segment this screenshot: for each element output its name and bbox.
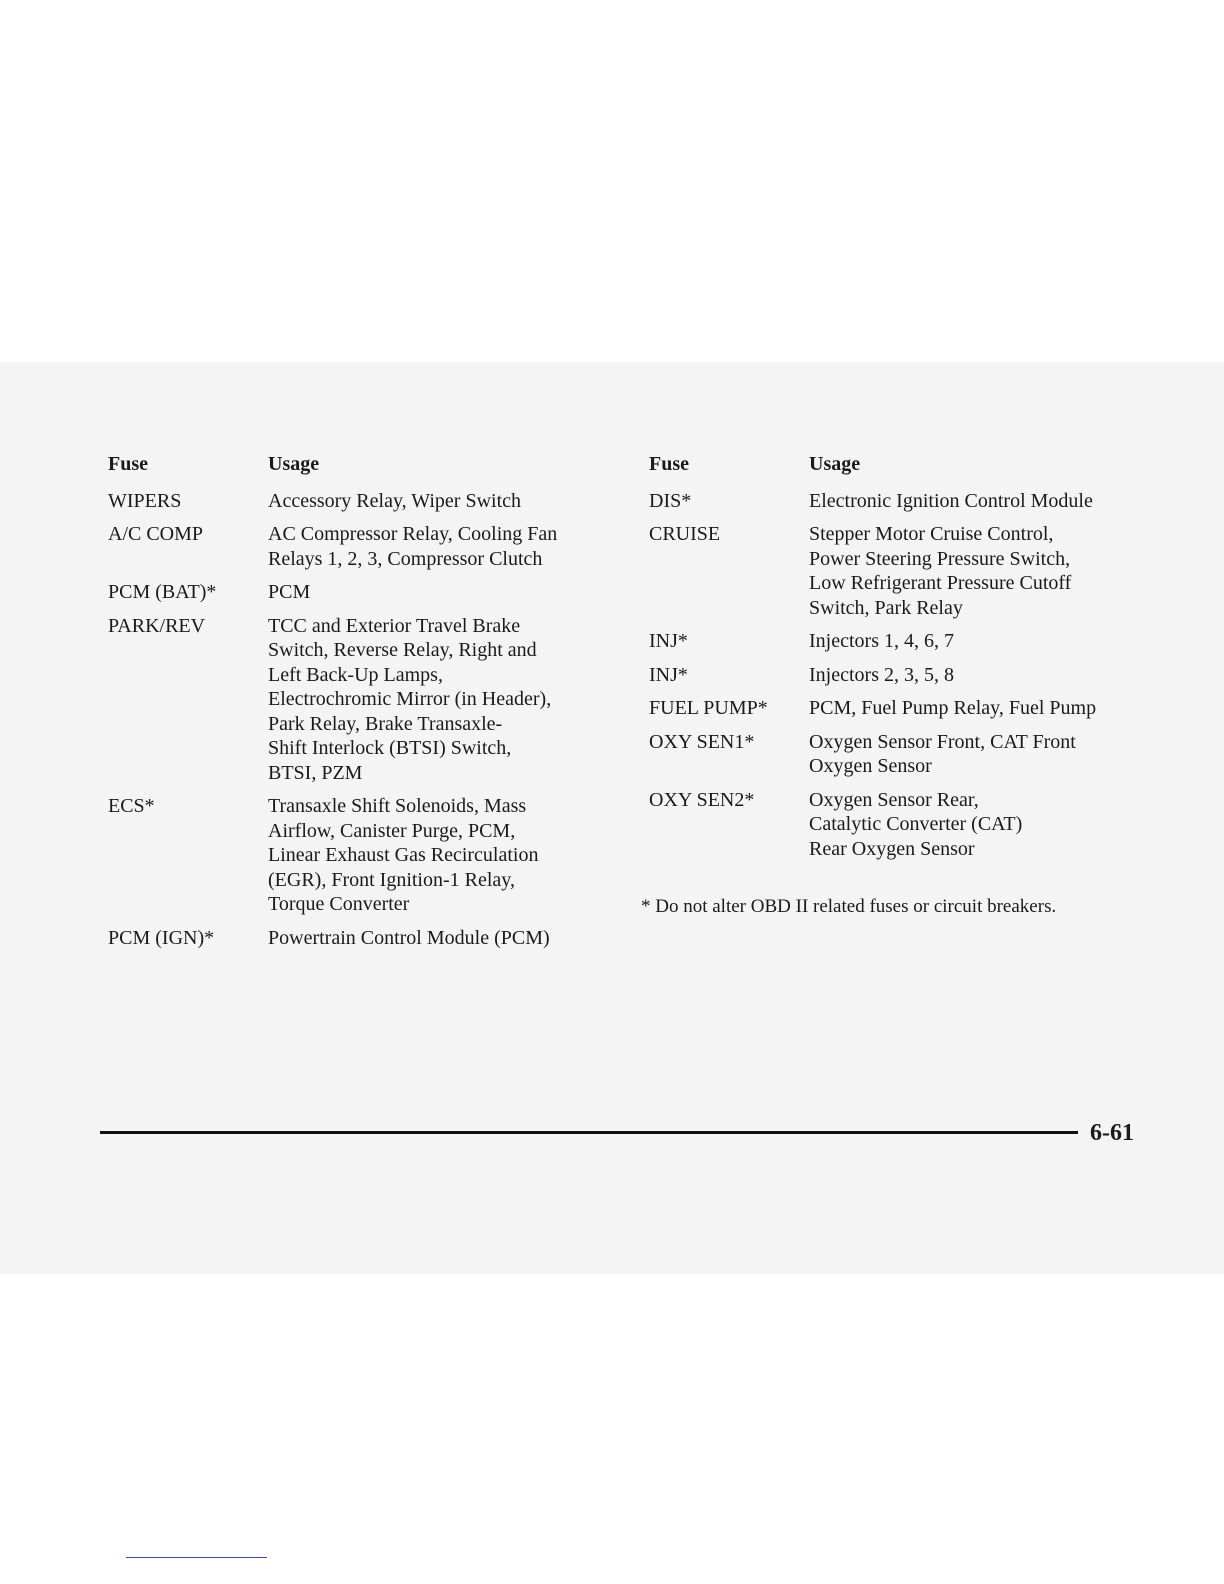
table-row <box>108 926 598 951</box>
bottom-divider <box>126 1557 267 1558</box>
usage-column-header: Usage <box>809 453 861 475</box>
fuse-usage: AC Compressor Relay, Cooling Fan Relays 1, 2, 3, Compressor Clutch <box>268 523 558 570</box>
fuse-name: A/C COMP <box>108 523 204 545</box>
fuse-name: OXY SEN1* <box>649 730 755 753</box>
table-row <box>108 580 598 605</box>
table-row <box>649 522 1139 620</box>
table-row <box>108 794 598 917</box>
table-header <box>649 452 1139 477</box>
fuse-table-left <box>108 452 598 959</box>
fuse-name: PCM (BAT)* <box>108 581 217 603</box>
fuse-usage: Injectors 1, 4, 6, 7 <box>809 630 954 652</box>
table-row <box>649 696 1139 721</box>
footer-rule <box>100 1131 1078 1134</box>
table-row <box>108 522 598 571</box>
fuse-name: ECS* <box>108 795 155 817</box>
fuse-usage: TCC and Exterior Travel Brake Switch, Reverse Relay, Right and Left Back-Up Lamps, Electrochromic Mirror (in Header), Park Relay, Brake Transaxle- Shift Interlock (BTSI) Switch, BTSI, PZM <box>268 614 552 784</box>
fuse-column-header: Fuse <box>649 453 689 475</box>
fuse-name: CRUISE <box>649 523 721 545</box>
obd-footnote: * Do not alter OBD II related fuses or circuit breakers. <box>641 896 1057 917</box>
fuse-usage: Transaxle Shift Solenoids, Mass Airflow, Canister Purge, PCM, Linear Exhaust Gas Recirculation (EGR), Front Ignition-1 Relay, Torque Converter <box>268 795 539 915</box>
fuse-name: OXY SEN2* <box>649 788 755 811</box>
fuse-table-right <box>649 452 1139 870</box>
fuse-usage: Injectors 2, 3, 5, 8 <box>809 663 954 686</box>
fuse-usage: Electronic Ignition Control Module <box>809 489 1093 512</box>
page-number: 6-61 <box>1090 1120 1134 1146</box>
fuse-usage: Oxygen Sensor Front, CAT Front Oxygen Sensor <box>809 730 1076 777</box>
table-header <box>108 452 598 477</box>
fuse-name: DIS* <box>649 489 692 512</box>
table-row <box>649 489 1139 514</box>
fuse-usage: Accessory Relay, Wiper Switch <box>268 489 522 512</box>
fuse-name: INJ* <box>649 663 688 686</box>
fuse-usage: Powertrain Control Module (PCM) <box>268 926 550 949</box>
fuse-usage: Oxygen Sensor Rear, Catalytic Converter (CAT) Rear Oxygen Sensor <box>809 788 1023 860</box>
table-row <box>649 629 1139 654</box>
fuse-usage: PCM, Fuel Pump Relay, Fuel Pump <box>809 697 1097 719</box>
table-row <box>649 663 1139 688</box>
table-row <box>108 489 598 514</box>
table-row <box>649 788 1139 862</box>
fuse-name: PARK/REV <box>108 614 206 637</box>
fuse-column-header: Fuse <box>108 453 148 475</box>
usage-column-header: Usage <box>268 453 320 475</box>
fuse-usage: Stepper Motor Cruise Control, Power Steering Pressure Switch, Low Refrigerant Pressure Cutoff Switch, Park Relay <box>809 523 1072 619</box>
fuse-usage: PCM <box>268 581 311 603</box>
table-row <box>649 730 1139 779</box>
fuse-name: WIPERS <box>108 489 182 512</box>
fuse-name: INJ* <box>649 630 688 652</box>
fuse-name: FUEL PUMP* <box>649 697 768 719</box>
table-row <box>108 614 598 786</box>
fuse-name: PCM (IGN)* <box>108 926 215 949</box>
